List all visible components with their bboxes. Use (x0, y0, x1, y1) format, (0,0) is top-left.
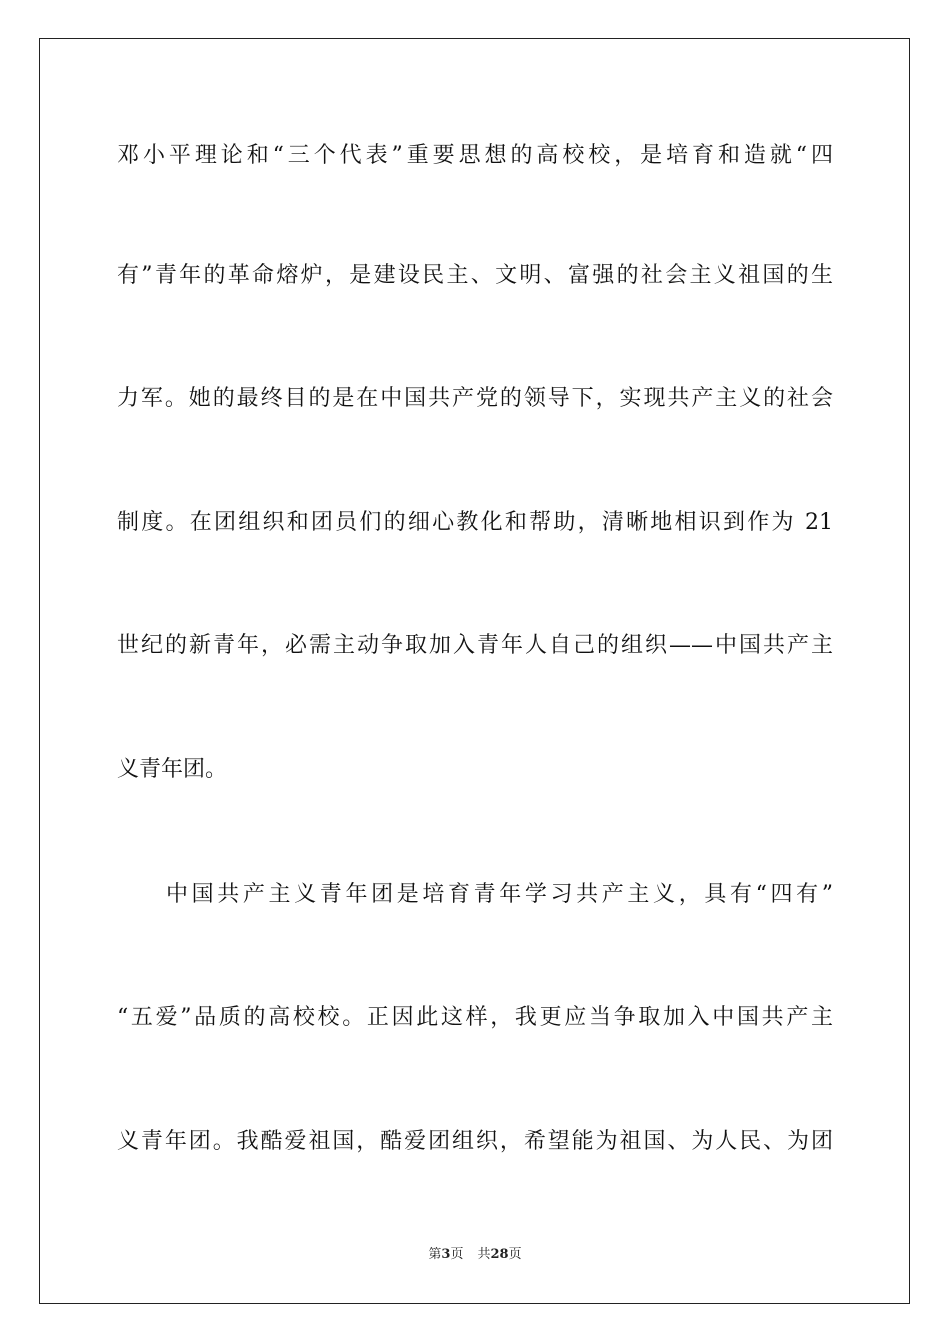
body-text-line: 力军。她的最终目的是在中国共产党的领导下，实现共产主义的社会 (117, 386, 833, 411)
body-text-line: 有”青年的革命熔炉，是建设民主、文明、富强的社会主义祖国的生 (117, 263, 833, 288)
body-text-line-paragraph-start: 中国共产主义青年团是培育青年学习共产主义，具有“四有” (166, 882, 833, 907)
footer-page-prefix: 第 (428, 1247, 442, 1262)
body-text-line: 制度。在团组织和团员们的细心教化和帮助，清晰地相识到作为 21 (117, 510, 833, 535)
page-footer (0, 1246, 950, 1264)
footer-total-pages: 28 (490, 1247, 509, 1262)
body-text-line: 义青年团。我酷爱祖国，酷爱团组织，希望能为祖国、为人民、为团 (117, 1129, 833, 1154)
body-text-line: 邓小平理论和“三个代表”重要思想的高校校，是培育和造就“四 (117, 143, 833, 168)
body-text-line: 世纪的新青年，必需主动争取加入青年人自己的组织——中国共产主 (117, 633, 833, 658)
footer-current-page: 3 (441, 1247, 451, 1262)
body-text-line-paragraph-end: 义青年团。 (117, 757, 228, 782)
page-border (39, 38, 910, 1304)
footer-total-prefix: 共 (477, 1247, 491, 1262)
body-text-line: “五爱”品质的高校校。正因此这样，我更应当争取加入中国共产主 (117, 1005, 833, 1030)
footer-total-unit: 页 (508, 1247, 522, 1262)
footer-page-unit: 页 (450, 1247, 464, 1262)
